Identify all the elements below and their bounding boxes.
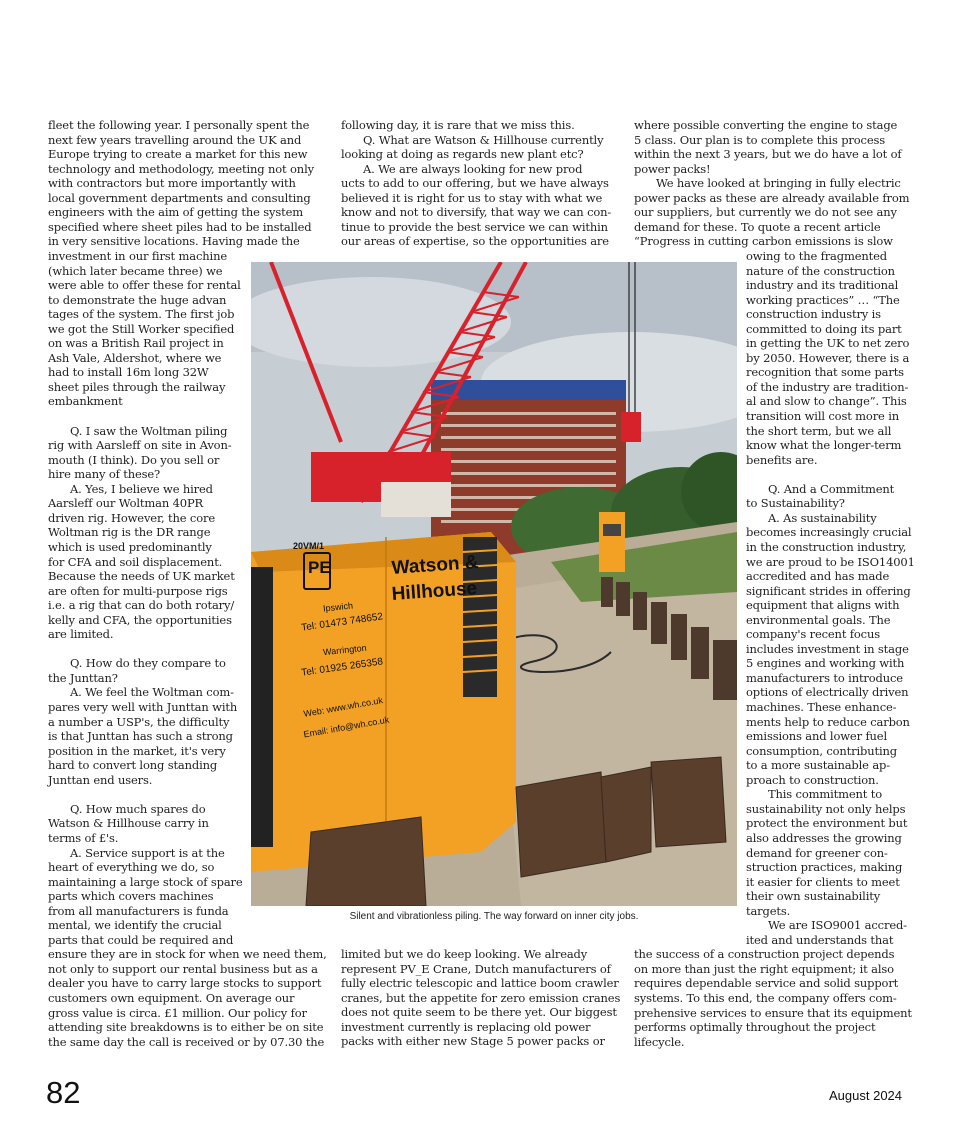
text-line: tinue to provide the best service we can within (341, 219, 608, 234)
text-line: our suppliers, but currently we do not see any (634, 205, 897, 220)
office1-tel: Tel: 01473 748652 (300, 611, 384, 634)
text-line: hard to convert long standing (48, 758, 218, 773)
text-line: specified where sheet piles had to be installed (48, 219, 312, 234)
text-line: it easier for clients to meet (746, 874, 900, 889)
text-line: sheet piles through the railway (48, 379, 226, 394)
text-line: significant strides in offering (746, 583, 911, 598)
text-line: Watson & Hillhouse carry in (48, 816, 209, 831)
text-line: hire many of these? (48, 467, 161, 482)
text-line: industry and its traditional (746, 278, 899, 293)
text-line: maintaining a large stock of spare (48, 874, 243, 889)
text-line: We have looked at bringing in fully electric (656, 176, 901, 191)
text-line: which is used predominantly (48, 539, 212, 554)
company-name-line1: Watson & (391, 551, 480, 579)
text-line: 5 engines and working with (746, 656, 905, 671)
text-line: also addresses the growing (746, 830, 902, 845)
text-line: sustainability not only helps (746, 801, 906, 816)
text-line: mouth (I think). Do you sell or (48, 452, 220, 467)
text-line: benefits are. (746, 452, 818, 467)
text-line: technology and methodology, meeting not only (48, 161, 314, 176)
text-line: following day, it is rare that we miss this. (341, 118, 575, 132)
article-photo (251, 262, 737, 906)
text-line: Q. I saw the Woltman piling (70, 423, 228, 438)
text-line: does not quite seem to be there yet. Our biggest (341, 1005, 617, 1020)
text-line: in getting the UK to net zero (746, 336, 910, 351)
text-line: are limited. (48, 627, 114, 642)
text-line: performs optimally throughout the project (634, 1020, 876, 1035)
company-name-line2: Hillhouse (391, 578, 478, 605)
text-line: position in the market, it's very (48, 743, 226, 758)
text-line: the short term, but we all (746, 423, 892, 438)
text-line: on was a British Rail project in (48, 336, 224, 351)
text-line: driven rig. However, the core (48, 510, 216, 525)
text-line: fleet the following year. I personally spent the (48, 118, 310, 132)
text-line: struction practices, making (746, 860, 903, 875)
text-line: the Junttan? (48, 670, 118, 685)
text-line: equipment that aligns with (746, 598, 900, 613)
office1-city: Ipswich (322, 600, 354, 614)
text-line: dealer you have to carry large stocks to support (48, 976, 322, 991)
text-line: on more than just the right equipment; it also (634, 961, 894, 976)
text-line: Ash Vale, Aldershot, where we (48, 350, 222, 365)
text-line: parts that could be required and (48, 932, 234, 947)
text-line: A. Service support is at the (70, 845, 225, 860)
text-line: terms of £'s. (48, 830, 119, 845)
text-line: lifecycle. (634, 1034, 685, 1049)
text-line: i.e. a rig that can do both rotary/ (48, 598, 235, 613)
text-line: kelly and CFA, the opportunities (48, 612, 232, 627)
text-line: the success of a construction project depends (634, 947, 895, 962)
text-line: demand for these. To quote a recent article (634, 219, 881, 234)
generator-logo: PE (303, 552, 331, 590)
issue-date: August 2024 (829, 1088, 903, 1103)
text-line: gross value is circa. £1 million. Our policy for (48, 1005, 307, 1020)
text-line: heart of everything we do, so (48, 860, 215, 875)
text-line: represent PV_E Crane, Dutch manufacturers of (341, 961, 611, 976)
text-line: had to install 16m long 32W (48, 365, 209, 380)
text-line: power packs! (634, 161, 711, 176)
text-line: their own sustainability (746, 889, 881, 904)
text-line: Aarsleff our Woltman 40PR (48, 496, 204, 511)
text-line: options of electrically driven (746, 685, 909, 700)
text-line: working practices” … “The (746, 292, 900, 307)
text-line: looking at doing as regards new plant etc? (341, 147, 584, 162)
text-line: construction industry is (746, 307, 881, 322)
text-line: Europe trying to create a market for this new (48, 147, 308, 162)
page-number: 82 (46, 1075, 81, 1110)
text-line: environmental goals. The (746, 612, 891, 627)
text-line: for CFA and soil displacement. (48, 554, 223, 569)
text-line: transition will cost more in (746, 409, 899, 423)
text-line: consumption, contributing (746, 743, 897, 758)
text-line: Q. How do they compare to (70, 656, 226, 671)
text-line: a number a USP's, the difficulty (48, 714, 230, 729)
text-line: Q. What are Watson & Hillhouse currently (363, 132, 604, 147)
text-line: cranes, but the appetite for zero emission cranes (341, 990, 621, 1005)
text-line: believed it is right for us to stay with what we (341, 190, 603, 205)
text-line: This commitment to (768, 787, 883, 802)
text-line: manufacturers to introduce (746, 670, 903, 685)
text-line: embankment (48, 394, 123, 409)
text-line: systems. To this end, the company offers com- (634, 991, 897, 1005)
text-line: al and slow to change”. This (746, 394, 907, 409)
text-line: proach to construction. (746, 772, 879, 787)
text-line: is that Junttan has such a strong (48, 729, 233, 744)
text-line: requires dependable service and solid support (634, 976, 899, 991)
text-line: demand for greener con- (746, 845, 888, 860)
text-line: company's recent focus (746, 627, 880, 642)
text-line: A. We are always looking for new prod (363, 161, 583, 176)
text-line: attending site breakdowns is to either be on site (48, 1020, 324, 1035)
text-line: owing to the fragmented (746, 248, 887, 263)
text-line: ensure they are in stock for when we need them, (48, 947, 327, 962)
text-line: know what the longer-term (746, 438, 902, 453)
text-line: Junttan end users. (48, 772, 153, 787)
text-line: where possible converting the engine to stage (634, 118, 898, 132)
text-line: (which later became three) we (48, 263, 223, 278)
text-line: prehensive services to ensure that its equipment (634, 1005, 912, 1020)
text-line: we got the Still Worker specified (48, 321, 235, 336)
text-line: of the industry are tradition- (746, 379, 909, 394)
text-line: ments help to reduce carbon (746, 714, 910, 729)
text-line: investment currently is replacing old power (341, 1019, 591, 1034)
text-line: engineers with the aim of getting the system (48, 205, 303, 220)
text-line: to Sustainability? (746, 496, 845, 511)
generator-model: 20VM/1 (293, 541, 325, 551)
text-line: We are ISO9001 accred- (768, 918, 907, 933)
text-line: the same day the call is received or by 07.30 the (48, 1034, 325, 1049)
text-line: tages of the system. The first job (48, 307, 235, 322)
text-line: with contractors but more importantly with (48, 176, 296, 191)
text-line: 5 class. Our plan is to complete this process (634, 132, 885, 147)
text-line: investment in our first machine (48, 248, 227, 263)
text-line: our areas of expertise, so the opportunities are (341, 234, 609, 249)
text-line: within the next 3 years, but we do have a lot of (634, 147, 902, 162)
text-line: mental, we identify the crucial (48, 918, 222, 933)
text-line: to a more sustainable ap- (746, 758, 890, 773)
text-line: Q. How much spares do (70, 801, 206, 816)
text-line: protect the environment but (746, 816, 908, 831)
text-line: ucts to add to our offering, but we have always (341, 176, 609, 191)
text-line: pares very well with Junttan with (48, 700, 238, 714)
text-line: targets. (746, 903, 791, 918)
text-line: recognition that some parts (746, 365, 904, 380)
text-line: emissions and lower fuel (746, 729, 887, 744)
text-line: fully electric telescopic and lattice boom crawler (341, 976, 619, 991)
text-line: accredited and has made (746, 569, 890, 584)
office2-tel: Tel: 01925 265358 (300, 656, 384, 679)
text-line: parts which covers machines (48, 889, 214, 904)
text-line: next few years travelling around the UK and (48, 132, 302, 147)
text-line: were able to offer these for rental (48, 278, 241, 293)
text-line: limited but we do keep looking. We already (341, 947, 588, 961)
text-line: know and not to diversify, that way we can con- (341, 205, 612, 220)
text-line: by 2050. However, there is a (746, 350, 910, 365)
text-line: machines. These enhance- (746, 700, 897, 714)
text-line: Because the needs of UK market (48, 569, 235, 584)
email-address: Email: info@wh.co.uk (302, 714, 390, 740)
text-line: Woltman rig is the DR range (48, 525, 211, 540)
office2-city: Warrington (322, 642, 368, 658)
text-line: becomes increasingly crucial (746, 525, 912, 540)
text-line: “Progress in cutting carbon emissions is slow (634, 234, 893, 249)
text-line: to demonstrate the huge advan (48, 292, 227, 307)
text-line: packs with either new Stage 5 power packs or (341, 1034, 605, 1049)
text-line: ited and understands that (746, 932, 894, 947)
text-line: committed to doing its part (746, 321, 902, 336)
photo-caption: Silent and vibrationless piling. The way forward on inner city jobs. (349, 911, 639, 922)
text-line: rig with Aarsleff on site in Avon- (48, 438, 232, 453)
web-address: Web: www.wh.co.uk (302, 695, 384, 719)
text-line: customers own equipment. On average our (48, 991, 295, 1005)
text-line: not only to support our rental business but as a (48, 961, 318, 976)
text-line: from all manufacturers is funda (48, 903, 229, 918)
text-line: A. Yes, I believe we hired (70, 481, 213, 496)
text-line: power packs as these are already available from (634, 190, 910, 205)
text-line: in the construction industry, (746, 539, 907, 554)
text-line: local government departments and consulting (48, 190, 311, 205)
text-line: Q. And a Commitment (768, 481, 895, 496)
text-line: nature of the construction (746, 263, 895, 278)
text-line: A. We feel the Woltman com- (70, 685, 234, 700)
text-line: A. As sustainability (768, 510, 877, 525)
text-line: we are proud to be ISO14001 (746, 554, 915, 569)
text-line: includes investment in stage (746, 641, 909, 656)
text-line: in very sensitive locations. Having made the (48, 234, 300, 249)
text-line: are often for multi-purpose rigs (48, 583, 228, 598)
